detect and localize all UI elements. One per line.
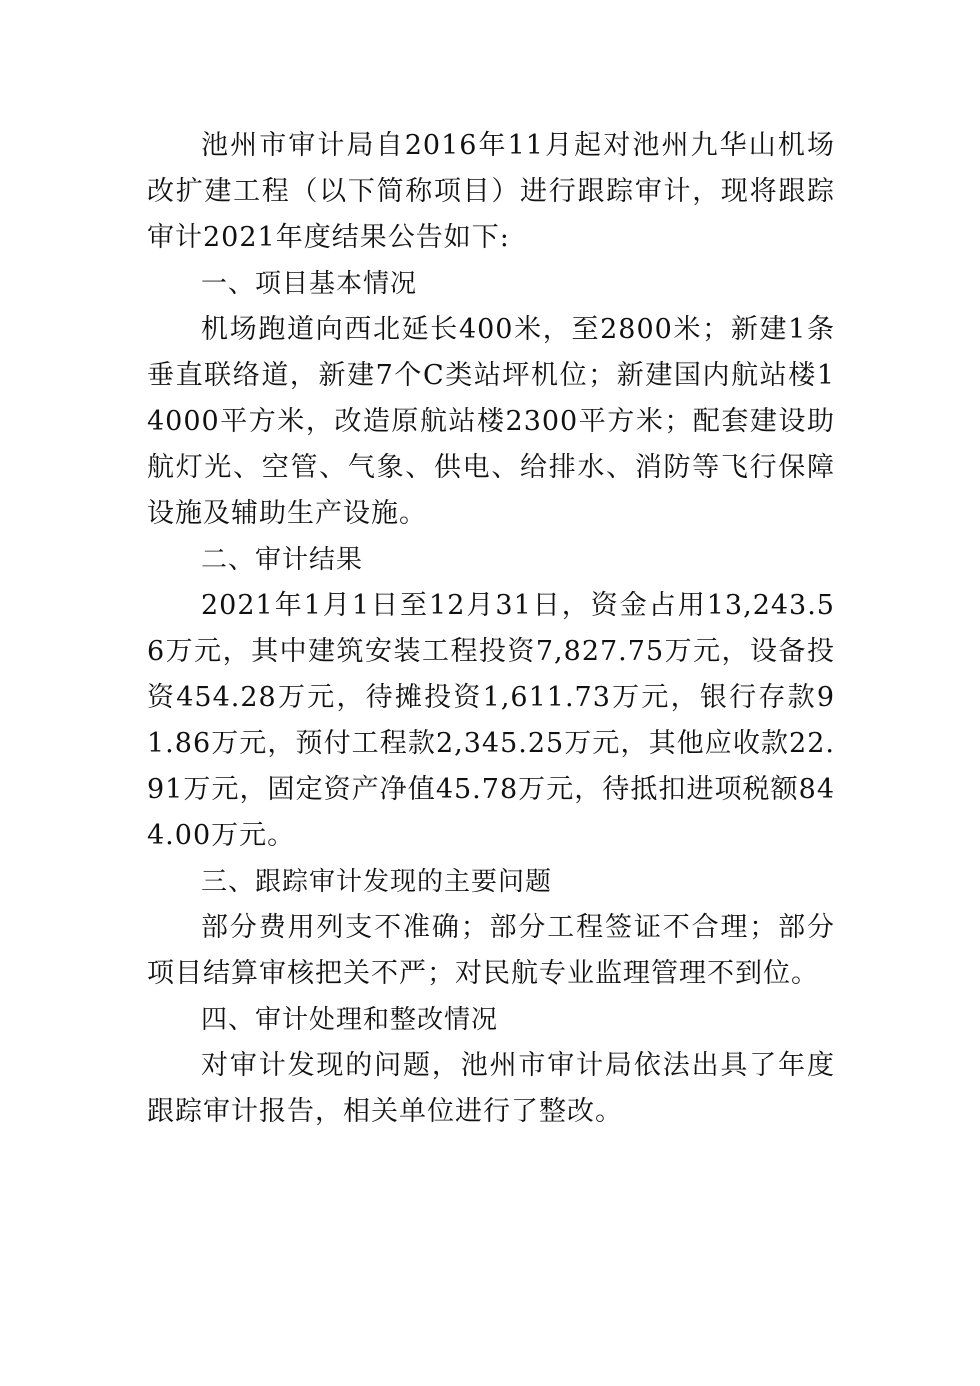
- section-4-body: 对审计发现的问题，池州市审计局依法出具了年度跟踪审计报告，相关单位进行了整改。: [147, 1050, 835, 1127]
- section-2-heading: 二、审计结果: [201, 545, 364, 575]
- intro-paragraph: 池州市审计局自2016年11月起对池州九华山机场改扩建工程（以下简称项目）进行跟踪审计，现将跟踪审计2021年度结果公告如下:: [147, 130, 835, 253]
- section-4-heading: 四、审计处理和整改情况: [201, 1005, 499, 1035]
- section-1-heading: 一、项目基本情况: [201, 269, 418, 299]
- document-page: [147, 123, 835, 1135]
- section-1-body: 机场跑道向西北延长400米，至2800米；新建1条垂直联络道，新建7个C类站坪机位；新建国内航站楼14000平方米，改造原航站楼2300平方米；配套建设助航灯光、空管、气象、供电、给排水、消防等飞行保障设施及辅助生产设施。: [147, 314, 835, 529]
- section-2-body: 2021年1月1日至12月31日，资金占用13,243.56万元，其中建筑安装工程投资7,827.75万元，设备投资454.28万元，待摊投资1,611.73万元，银行存款91.86万元，预付工程款2,345.25万元，其他应收款22.91万元，固定资产净值45.78万元，待抵扣进项税额844.00万元。: [147, 590, 835, 851]
- section-3-body: 部分费用列支不准确；部分工程签证不合理；部分项目结算审核把关不严；对民航专业监理管理不到位。: [147, 912, 835, 989]
- section-3-heading: 三、跟踪审计发现的主要问题: [201, 867, 553, 897]
